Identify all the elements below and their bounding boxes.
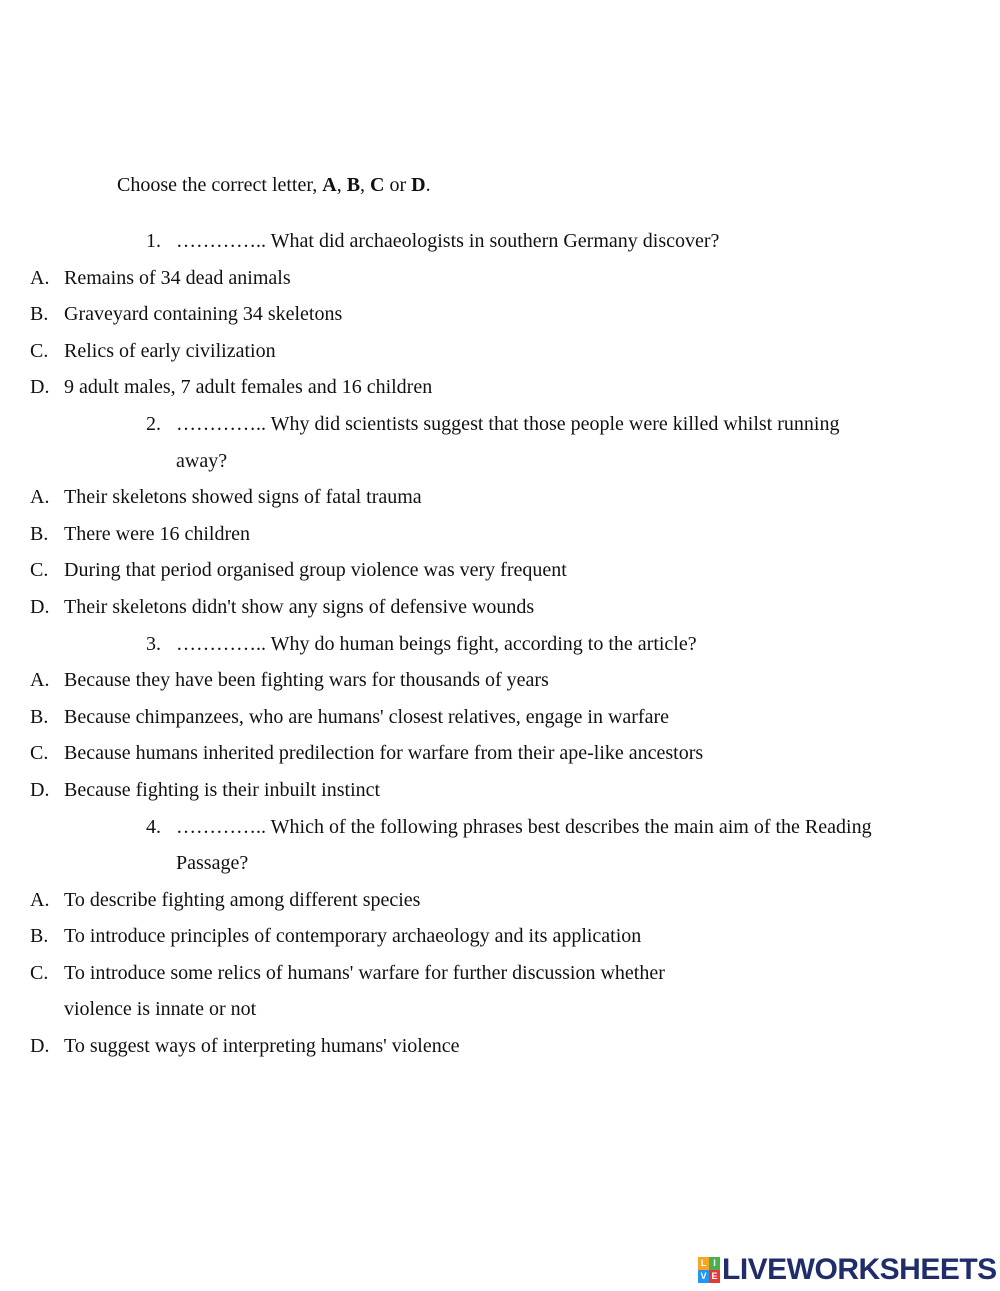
option-letter: A. [30, 486, 50, 509]
option-1c [30, 333, 704, 370]
liveworksheets-logo [698, 1253, 997, 1286]
option-text: Because fighting is their inbuilt instinct [64, 778, 381, 801]
option-text: Because humans inherited predilection for warfare from their ape-like ancestors [64, 742, 704, 765]
option-text: Relics of early civilization [64, 339, 276, 362]
option-text: To introduce principles of contemporary archaeology and its application [64, 925, 642, 948]
option-letter: B. [30, 303, 49, 326]
option-4c [30, 955, 704, 1028]
instructions-sep-2: , [360, 174, 371, 196]
option-2b [30, 516, 704, 553]
option-text: Because chimpanzees, who are humans' closest relatives, engage in warfare [64, 705, 670, 728]
option-4b [30, 918, 704, 955]
option-letter: D. [30, 595, 50, 618]
question-text: ………….. Which of the following phrases best describes the main aim of the Reading Passage? [176, 815, 872, 875]
liveworksheets-logo-icon [698, 1257, 720, 1283]
logo-tile-i: I [709, 1257, 720, 1270]
letter-a: A [322, 174, 337, 196]
question-text: ………….. Why did scientists suggest that those people were killed whilst running away? [176, 412, 840, 472]
option-2c [30, 552, 704, 589]
option-3b [30, 699, 704, 736]
option-letter: B. [30, 925, 49, 948]
question-text: ………….. Why do human beings fight, according to the article? [176, 632, 697, 655]
option-letter: C. [30, 559, 49, 582]
option-text: To introduce some relics of humans' warfare for further discussion whether violence is innate or not [64, 961, 665, 1021]
instructions-sep-3: or [384, 174, 412, 196]
option-text: During that period organised group violence was very frequent [64, 559, 567, 582]
option-letter: B. [30, 522, 49, 545]
option-3a [30, 662, 704, 699]
logo-tile-e: E [709, 1270, 720, 1283]
logo-tile-l: L [698, 1257, 709, 1270]
option-4a [30, 882, 704, 919]
logo-tile-v: V [698, 1270, 709, 1283]
option-text: Their skeletons showed signs of fatal trauma [64, 486, 422, 509]
option-text: There were 16 children [64, 522, 251, 545]
question-4-options [0, 882, 1000, 1065]
instructions-sep-1: , [336, 174, 347, 196]
option-1a [30, 260, 704, 297]
question-1 [0, 223, 886, 260]
option-letter: C. [30, 742, 49, 765]
question-2-options [0, 479, 1000, 625]
question-text: ………….. What did archaeologists in southern Germany discover? [176, 230, 720, 252]
instructions-prefix: Choose the correct letter, [117, 174, 323, 196]
question-1-options [0, 260, 1000, 406]
option-letter: B. [30, 705, 49, 728]
option-3c [30, 735, 704, 772]
question-number: 1. [146, 230, 161, 252]
option-2d [30, 589, 704, 626]
option-text: To describe fighting among different species [64, 888, 421, 911]
option-letter: C. [30, 339, 49, 362]
question-3 [0, 626, 886, 663]
option-text: 9 adult males, 7 adult females and 16 children [64, 376, 433, 399]
liveworksheets-wordmark: LIVEWORKSHEETS [722, 1253, 997, 1286]
option-4d [30, 1028, 704, 1065]
option-1d [30, 369, 704, 406]
option-text: Because they have been fighting wars for thousands of years [64, 669, 549, 692]
option-text: Graveyard containing 34 skeletons [64, 303, 343, 326]
option-text: Their skeletons didn't show any signs of defensive wounds [64, 595, 535, 618]
option-letter: A. [30, 266, 50, 289]
option-1b [30, 296, 704, 333]
letter-b: B [346, 174, 361, 196]
option-letter: D. [30, 778, 50, 801]
quiz [0, 223, 1000, 1065]
question-2 [0, 406, 886, 479]
option-letter: A. [30, 669, 50, 692]
option-letter: C. [30, 961, 49, 984]
option-text: Remains of 34 dead animals [64, 266, 291, 289]
option-text: To suggest ways of interpreting humans' violence [64, 1035, 460, 1058]
option-letter: A. [30, 888, 50, 911]
option-letter: D. [30, 376, 50, 399]
instructions-suffix: . [425, 174, 431, 196]
letter-d: D [411, 174, 426, 196]
instructions [117, 172, 431, 198]
option-letter: D. [30, 1035, 50, 1058]
question-4 [0, 809, 886, 882]
question-number: 4. [146, 815, 161, 838]
question-3-options [0, 662, 1000, 808]
question-number: 3. [146, 632, 161, 655]
letter-c: C [370, 174, 385, 196]
option-3d [30, 772, 704, 809]
option-2a [30, 479, 704, 516]
question-number: 2. [146, 412, 161, 435]
